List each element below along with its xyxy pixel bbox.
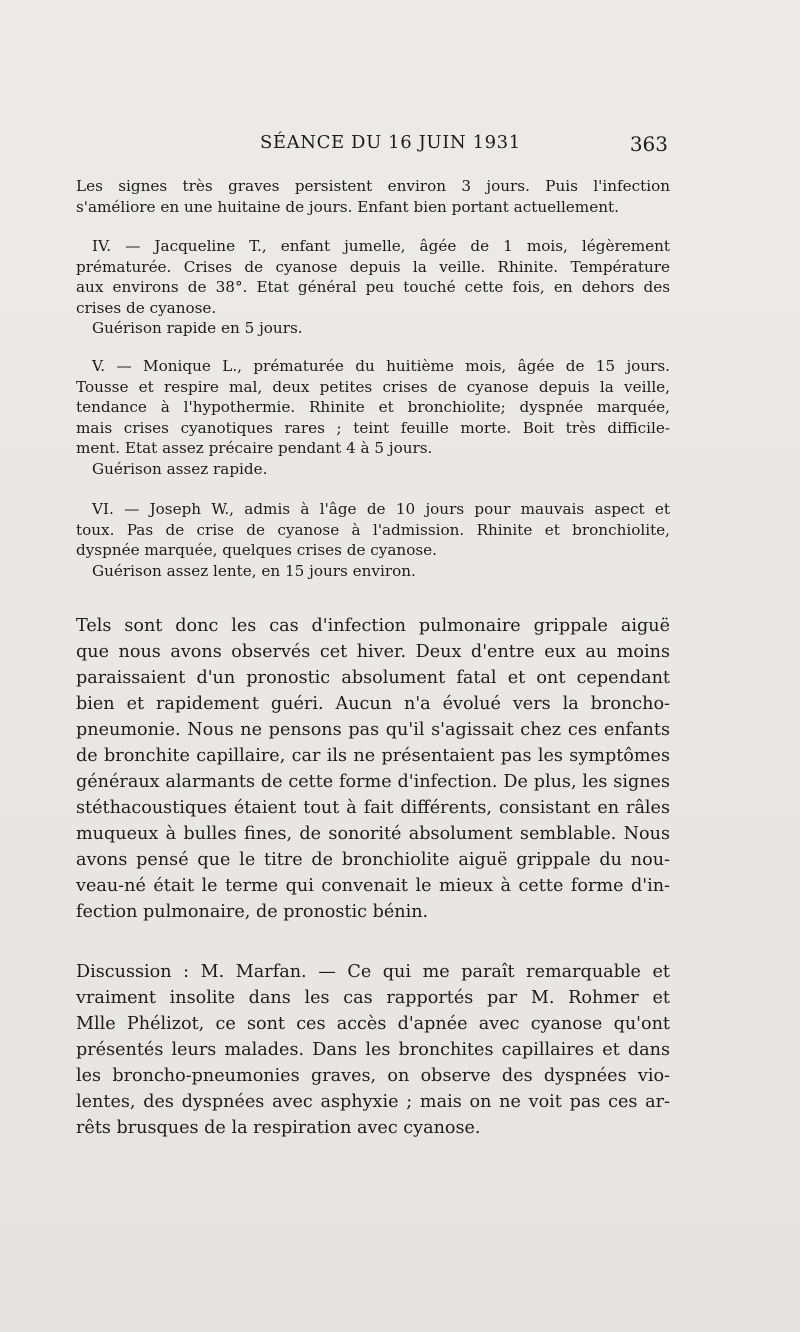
paragraph-case-4 <box>76 236 670 339</box>
text-line: dyspnée marquée, quelques crises de cyanose. <box>76 541 437 560</box>
text-line: de bronchite capillaire, car ils ne présentaient pas les symptômes <box>76 746 670 766</box>
text-line: s'améliore en une huitaine de jours. Enfant bien portant actuellement. <box>76 197 619 216</box>
text-line: vraiment insolite dans les cas rapportés par M. Rohmer et <box>76 988 670 1008</box>
text-line: Guérison assez lente, en 15 jours environ. <box>92 561 416 580</box>
text-line: muqueux à bulles fines, de sonorité absolument semblable. Nous <box>76 824 670 844</box>
text-line: les broncho-pneumonies graves, on observe des dyspnées vio- <box>76 1066 670 1086</box>
text-line: prématurée. Crises de cyanose depuis la veille. Rhinite. Température <box>76 257 670 276</box>
text-line: Discussion : M. Marfan. — Ce qui me paraît remarquable et <box>76 962 670 982</box>
text-line: pneumonie. Nous ne pensons pas qu'il s'agissait chez ces enfants <box>76 720 670 740</box>
text-line: Tousse et respire mal, deux petites crises de cyanose depuis la veille, <box>76 377 670 396</box>
paragraph-case-5 <box>76 356 670 480</box>
text-line: lentes, des dyspnées avec asphyxie ; mais on ne voit pas ces ar- <box>76 1092 670 1112</box>
paragraph-conclusion <box>76 613 670 925</box>
paragraph-intro <box>76 176 670 217</box>
text-line: mais crises cyanotiques rares ; teint feuille morte. Boit très difficile- <box>76 418 670 437</box>
text-line: Les signes très graves persistent environ 3 jours. Puis l'infection <box>76 177 670 195</box>
text-line: ment. Etat assez précaire pendant 4 à 5 jours. <box>76 439 433 458</box>
text-line: bien et rapidement guéri. Aucun n'a évolué vers la broncho- <box>76 694 670 714</box>
header-title: SÉANCE DU 16 JUIN 1931 <box>260 132 521 153</box>
text-line: Tels sont donc les cas d'infection pulmonaire grippale aiguë <box>76 616 670 636</box>
page-number: 363 <box>629 132 668 156</box>
text-line: généraux alarmants de cette forme d'infection. De plus, les signes <box>76 772 670 792</box>
text-line: Mlle Phélizot, ce sont ces accès d'apnée avec cyanose qu'ont <box>76 1014 670 1034</box>
text-line: IV. — Jacqueline T., enfant jumelle, âgée de 1 mois, légèrement <box>92 237 670 255</box>
text-line: V. — Monique L., prématurée du huitième mois, âgée de 15 jours. <box>92 357 670 375</box>
text-line: tendance à l'hypothermie. Rhinite et bronchiolite; dyspnée marquée, <box>76 398 670 417</box>
text-line: Guérison assez rapide. <box>92 459 268 478</box>
text-line: paraissaient d'un pronostic absolument fatal et ont cependant <box>76 668 670 688</box>
text-line: avons pensé que le titre de bronchiolite aiguë grippale du nou- <box>76 850 670 870</box>
paragraph-discussion <box>76 959 670 1141</box>
text-line: toux. Pas de crise de cyanose à l'admission. Rhinite et bronchiolite, <box>76 520 670 539</box>
text-line: rêts brusques de la respiration avec cyanose. <box>76 1118 481 1138</box>
paragraph-case-6 <box>76 499 670 581</box>
text-line: fection pulmonaire, de pronostic bénin. <box>76 902 429 922</box>
text-line: aux environs de 38°. Etat général peu touché cette fois, en dehors des <box>76 278 670 297</box>
text-line: crises de cyanose. <box>76 298 217 317</box>
text-line: présentés leurs malades. Dans les bronchites capillaires et dans <box>76 1040 670 1060</box>
text-line: VI. — Joseph W., admis à l'âge de 10 jours pour mauvais aspect et <box>92 500 670 518</box>
text-line: Guérison rapide en 5 jours. <box>92 319 303 338</box>
running-header <box>76 132 670 158</box>
text-line: stéthacoustiques étaient tout à fait différents, consistant en râles <box>76 798 670 818</box>
text-line: veau-né était le terme qui convenait le mieux à cette forme d'in- <box>76 876 670 896</box>
text-line: que nous avons observés cet hiver. Deux d'entre eux au moins <box>76 642 670 662</box>
